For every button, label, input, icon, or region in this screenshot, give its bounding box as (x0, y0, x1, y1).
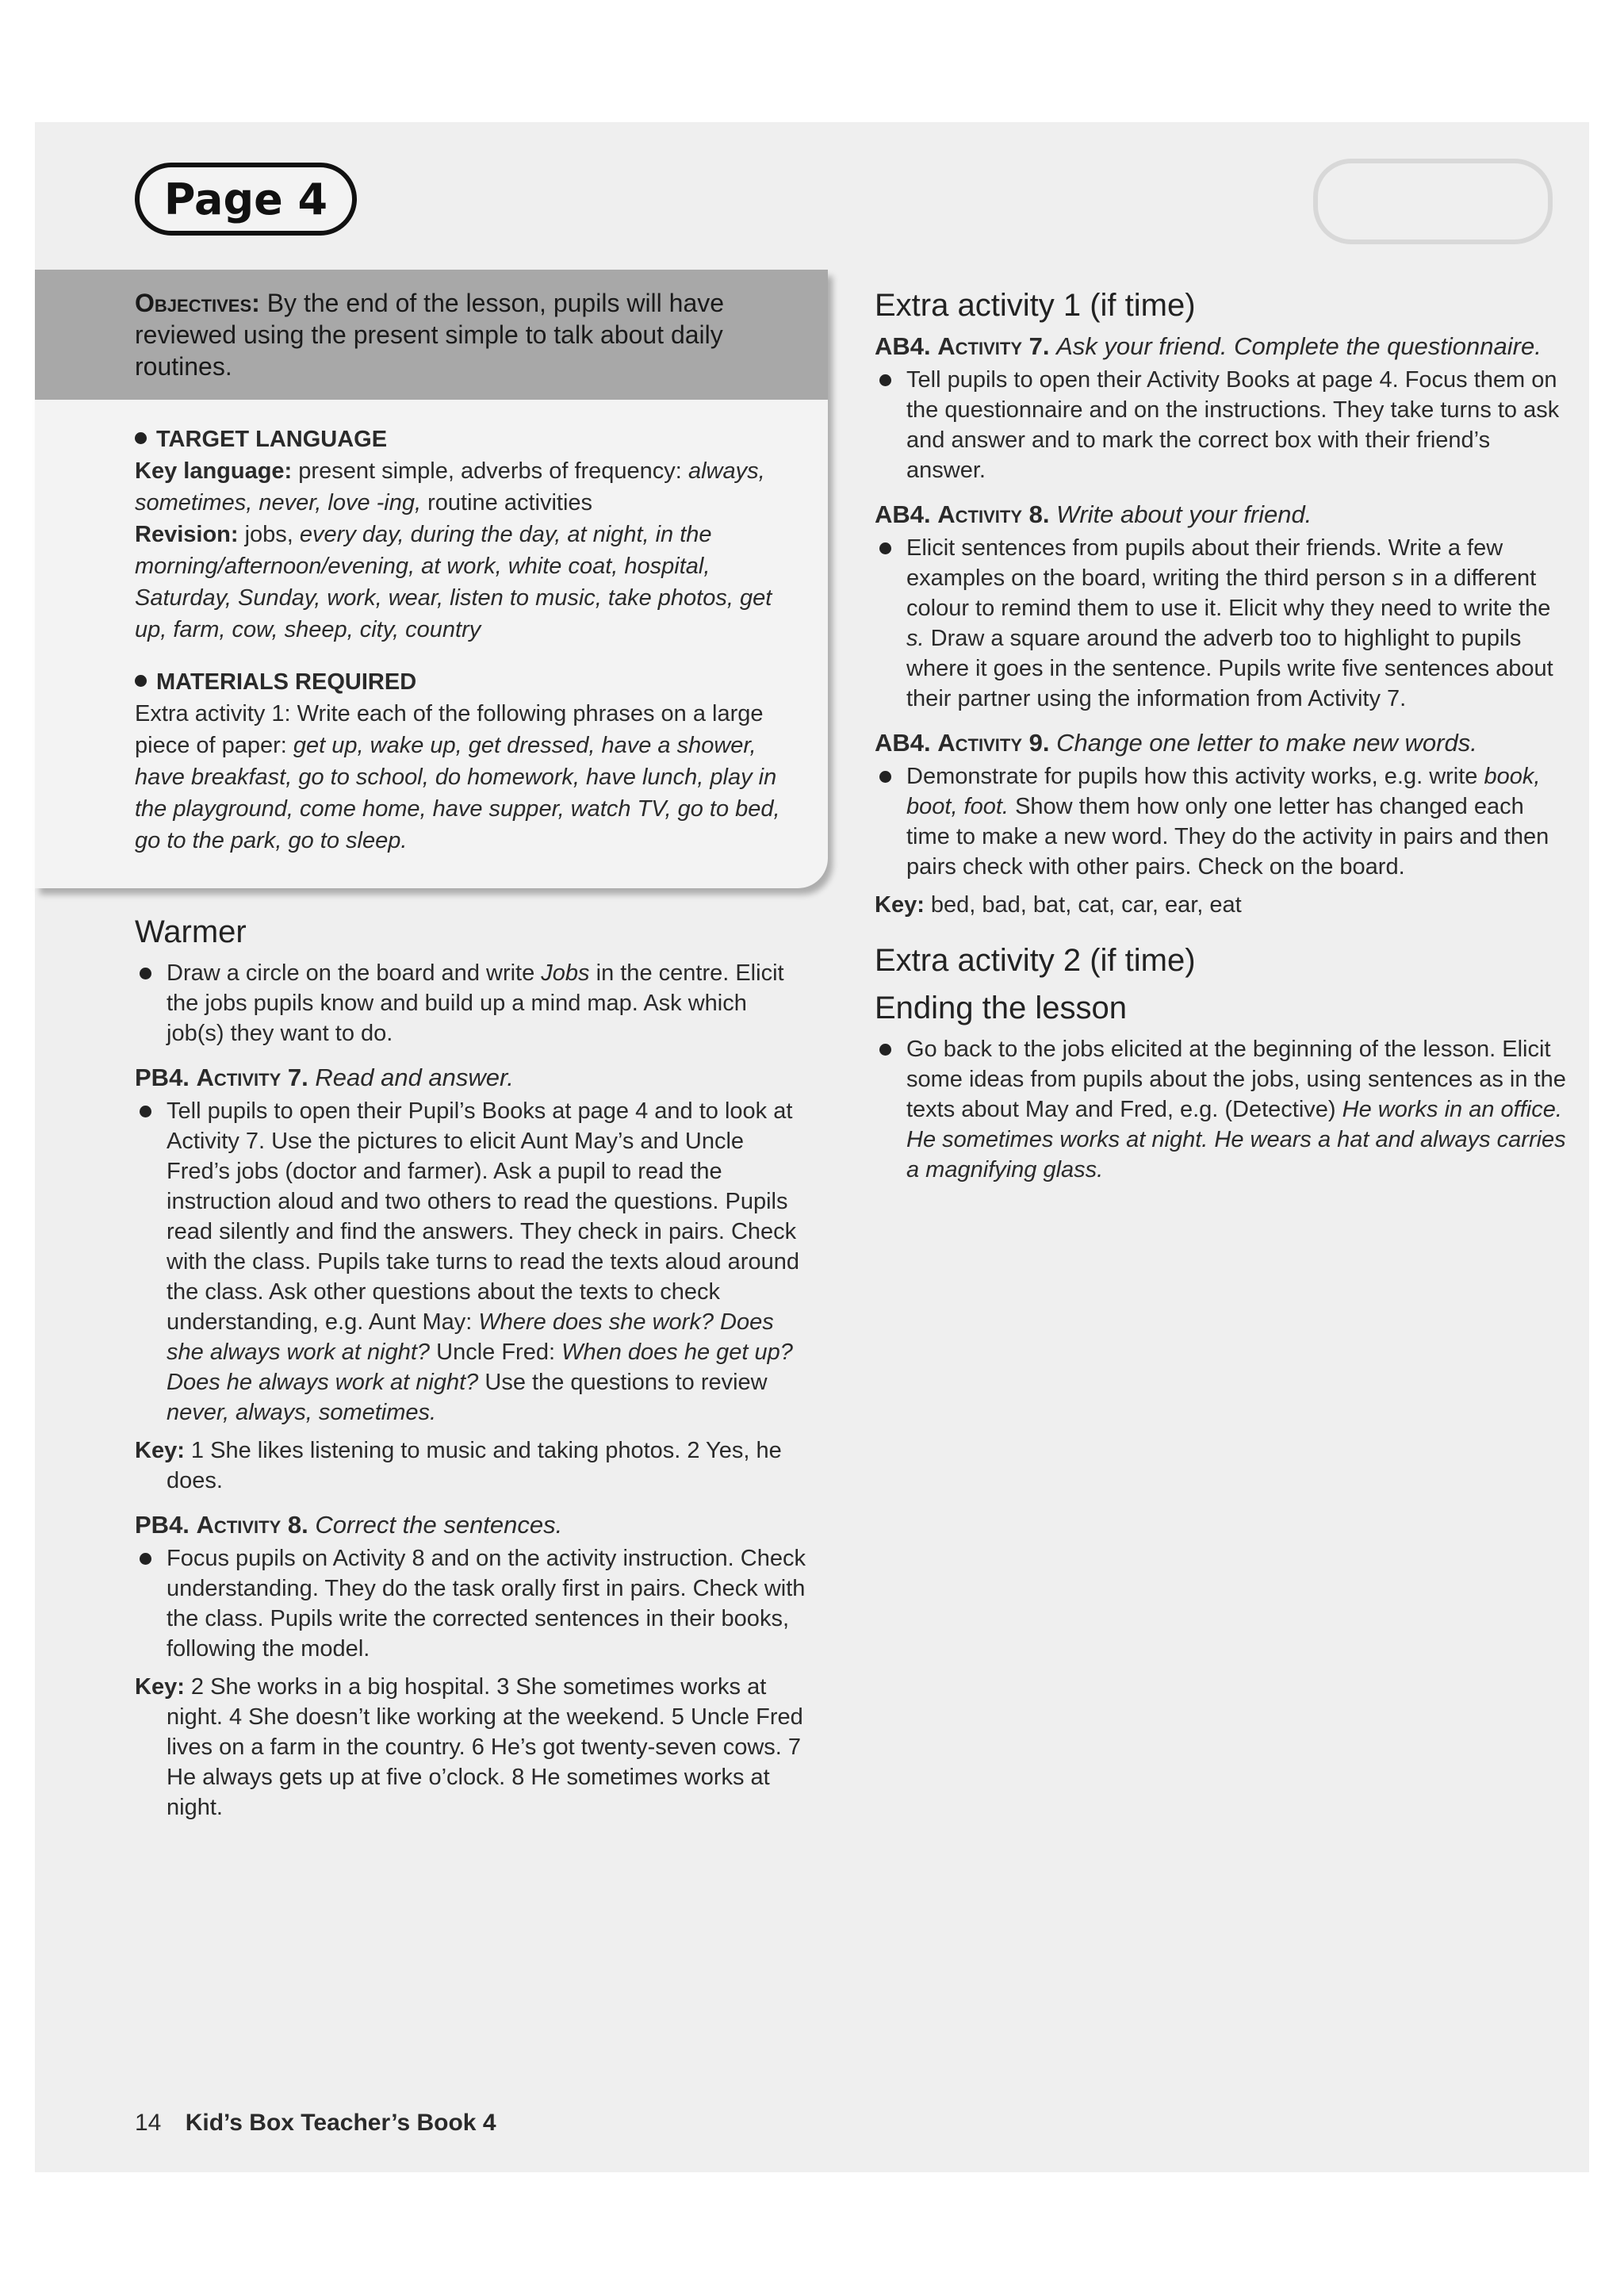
materials-heading (135, 666, 783, 698)
objectives-box (35, 270, 828, 888)
right-column (875, 286, 1572, 1185)
pb4-activity8-bullet: Focus pupils on Activity 8 and on the activity instruction. Check understanding. They do the task orally first in pairs. Check with the class. Pupils write the corrected sentences in their books, following the model. (135, 1543, 809, 1664)
key-label: Key: (135, 1674, 185, 1700)
activity-italic: s (1392, 565, 1404, 591)
ab4-activity7-bullet: Tell pupils to open their Activity Books at page 4. Focus them on the questionnaire and on the instructions. They take turns to ask and answer and to mark the correct box with their friend’s answer. (875, 365, 1572, 485)
activity-text: Uncle Fred: (436, 1340, 556, 1365)
activity-question: Where does she work? Does she always work at night? (167, 1309, 774, 1365)
activity-label: Activity 9. (937, 729, 1050, 757)
materials-text (135, 698, 783, 857)
objectives-text: By the end of the lesson, pupils will have reviewed using the present simple to talk about daily routines. (135, 289, 725, 381)
target-language-heading (135, 424, 783, 455)
key-label: Key: (875, 892, 925, 918)
activity-label: Activity 7. (937, 332, 1050, 360)
activity-text: Elicit sentences from pupils about their friends. Write a few examples on the board, writing the third person (906, 535, 1503, 591)
revision (135, 519, 783, 646)
pb4-activity7-heading (135, 1063, 809, 1093)
activity-title: Ask your friend. Complete the questionnaire. (1056, 332, 1542, 360)
ending-bullet (875, 1034, 1572, 1185)
activity-code: PB4. (135, 1511, 190, 1539)
ending-example: He works in an office. He sometimes works at night. He wears a hat and always carries a magnifying glass. (906, 1097, 1566, 1182)
ending-text: Go back to the jobs elicited at the beginning of the lesson. Elicit some ideas from pupils about the jobs, using sentences as in the texts about May and Fred, e.g. (Detective) (906, 1037, 1566, 1122)
activity-label: Activity 7. (196, 1064, 308, 1091)
left-column (135, 912, 809, 1823)
key-text: bed, bad, bat, cat, car, ear, eat (930, 892, 1242, 918)
ab4-activity9-bullet (875, 761, 1572, 882)
activity-text: Use the questions to review (485, 1370, 768, 1395)
pb4-activity7-bullet (135, 1096, 809, 1428)
materials-heading-text: MATERIALS REQUIRED (156, 669, 417, 695)
bullet-icon (135, 432, 147, 444)
materials-lead: Extra activity 1: Write each of the following phrases on a large piece of paper: (135, 701, 764, 758)
activity-title: Read and answer. (315, 1064, 514, 1091)
key-language (135, 455, 783, 519)
activity-title: Write about your friend. (1056, 500, 1312, 528)
warmer-text-a: Draw a circle on the board and write (167, 960, 535, 986)
bleed-through-page-label (1313, 159, 1553, 244)
activity-code: PB4. (135, 1064, 190, 1091)
ab4-activity8-heading (875, 500, 1572, 530)
extra-activity2-heading: Extra activity 2 (if time) (875, 943, 1196, 978)
materials-phrases: get up, wake up, get dressed, have a shower, have breakfast, go to school, do homework, have lunch, play in the playground, come home, have supper, watch TV, go to bed, go to the park, go to sleep. (135, 733, 780, 853)
activity-question: When does he get up? Does he always work at night? (167, 1340, 793, 1395)
book-title: Kid’s Box Teacher’s Book 4 (185, 2110, 496, 2136)
activity-text: Draw a square around the adverb too to highlight to pupils where it goes in the sentence. Pupils write five sentences about their partner using the information from Activity 7. (906, 626, 1553, 711)
extra-activity1-heading: Extra activity 1 (if time) (875, 288, 1196, 323)
objectives-band (35, 270, 828, 400)
key-language-text: present simple, adverbs of frequency: (298, 458, 682, 484)
activity-text: Demonstrate for pupils how this activity works, e.g. write (906, 764, 1478, 789)
ab4-activity9-key (875, 890, 1572, 920)
key-language-italic: always, sometimes, never, love -ing, (135, 458, 765, 516)
key-text: 2 She works in a big hospital. 3 She sometimes works at night. 4 She doesn’t like working at the weekend. 5 Uncle Fred lives on a farm in the country. 6 He’s got twenty-seven cows. 7 He always gets up at five o’clock. 8 He sometimes works at night. (167, 1674, 803, 1820)
warmer-text-b: in the centre. Elicit the jobs pupils know and build up a mind map. Ask which job(s) they want to do. (167, 960, 784, 1046)
warmer-heading: Warmer (135, 914, 247, 949)
target-language-heading-text: TARGET LANGUAGE (156, 427, 388, 452)
key-language-label: Key language: (135, 458, 293, 484)
activity-title: Change one letter to make new words. (1056, 729, 1477, 757)
activity-text: Show them how only one letter has changed each time to make a new word. They do the activity in pairs and then pairs check with other pairs. Check on the board. (906, 794, 1549, 880)
footer (135, 2110, 496, 2137)
revision-label: Revision: (135, 522, 239, 547)
activity-question: never, always, sometimes. (167, 1400, 437, 1425)
activity-text: Tell pupils to open their Pupil’s Books at page 4 and to look at Activity 7. Use the pictures to elicit Aunt May’s and Uncle Fred’s jobs (doctor and farmer). Ask a pupil to read the instruction aloud and two others to read the questions. Pupils read silently and find the answers. They check in pairs. Check with the class. Pupils take turns to read the texts aloud around the class. Ask other questions about the texts to check understanding, e.g. Aunt May: (167, 1098, 799, 1335)
activity-italic: book, boot, foot. (906, 764, 1541, 819)
page-number: 14 (135, 2110, 162, 2136)
warmer-bullet (135, 958, 809, 1048)
pb4-activity7-key (135, 1435, 809, 1496)
activity-code: AB4. (875, 332, 931, 360)
ab4-activity9-heading (875, 728, 1572, 758)
activity-text: in a different colour to remind them to use it. Elicit why they need to write the (906, 565, 1551, 621)
ab4-activity8-bullet (875, 533, 1572, 714)
activity-italic: s. (906, 626, 925, 651)
revision-text: jobs, (244, 522, 293, 547)
key-label: Key: (135, 1438, 185, 1463)
revision-italic: every day, during the day, at night, in the morning/afternoon/evening, at work, white coat, hospital, Saturday, Sunday, work, wear, listen to music, take photos, get up, farm, cow, sheep, city, country (135, 522, 772, 642)
ending-heading: Ending the lesson (875, 991, 1128, 1025)
objectives-label: Objectives: (135, 289, 260, 317)
page-label: Page 4 (135, 163, 357, 236)
activity-title: Correct the sentences. (315, 1511, 563, 1539)
bullet-icon (135, 675, 147, 687)
warmer-italic: Jobs (541, 960, 590, 986)
key-language-tail: routine activities (427, 490, 593, 516)
pb4-activity8-key (135, 1672, 809, 1823)
ab4-activity7-heading (875, 332, 1572, 362)
activity-label: Activity 8. (937, 500, 1050, 528)
activity-code: AB4. (875, 500, 931, 528)
activity-code: AB4. (875, 729, 931, 757)
activity-label: Activity 8. (196, 1511, 308, 1539)
key-text: 1 She likes listening to music and taking photos. 2 Yes, he does. (167, 1438, 782, 1493)
objectives-body (35, 400, 828, 857)
pb4-activity8-heading (135, 1510, 809, 1540)
